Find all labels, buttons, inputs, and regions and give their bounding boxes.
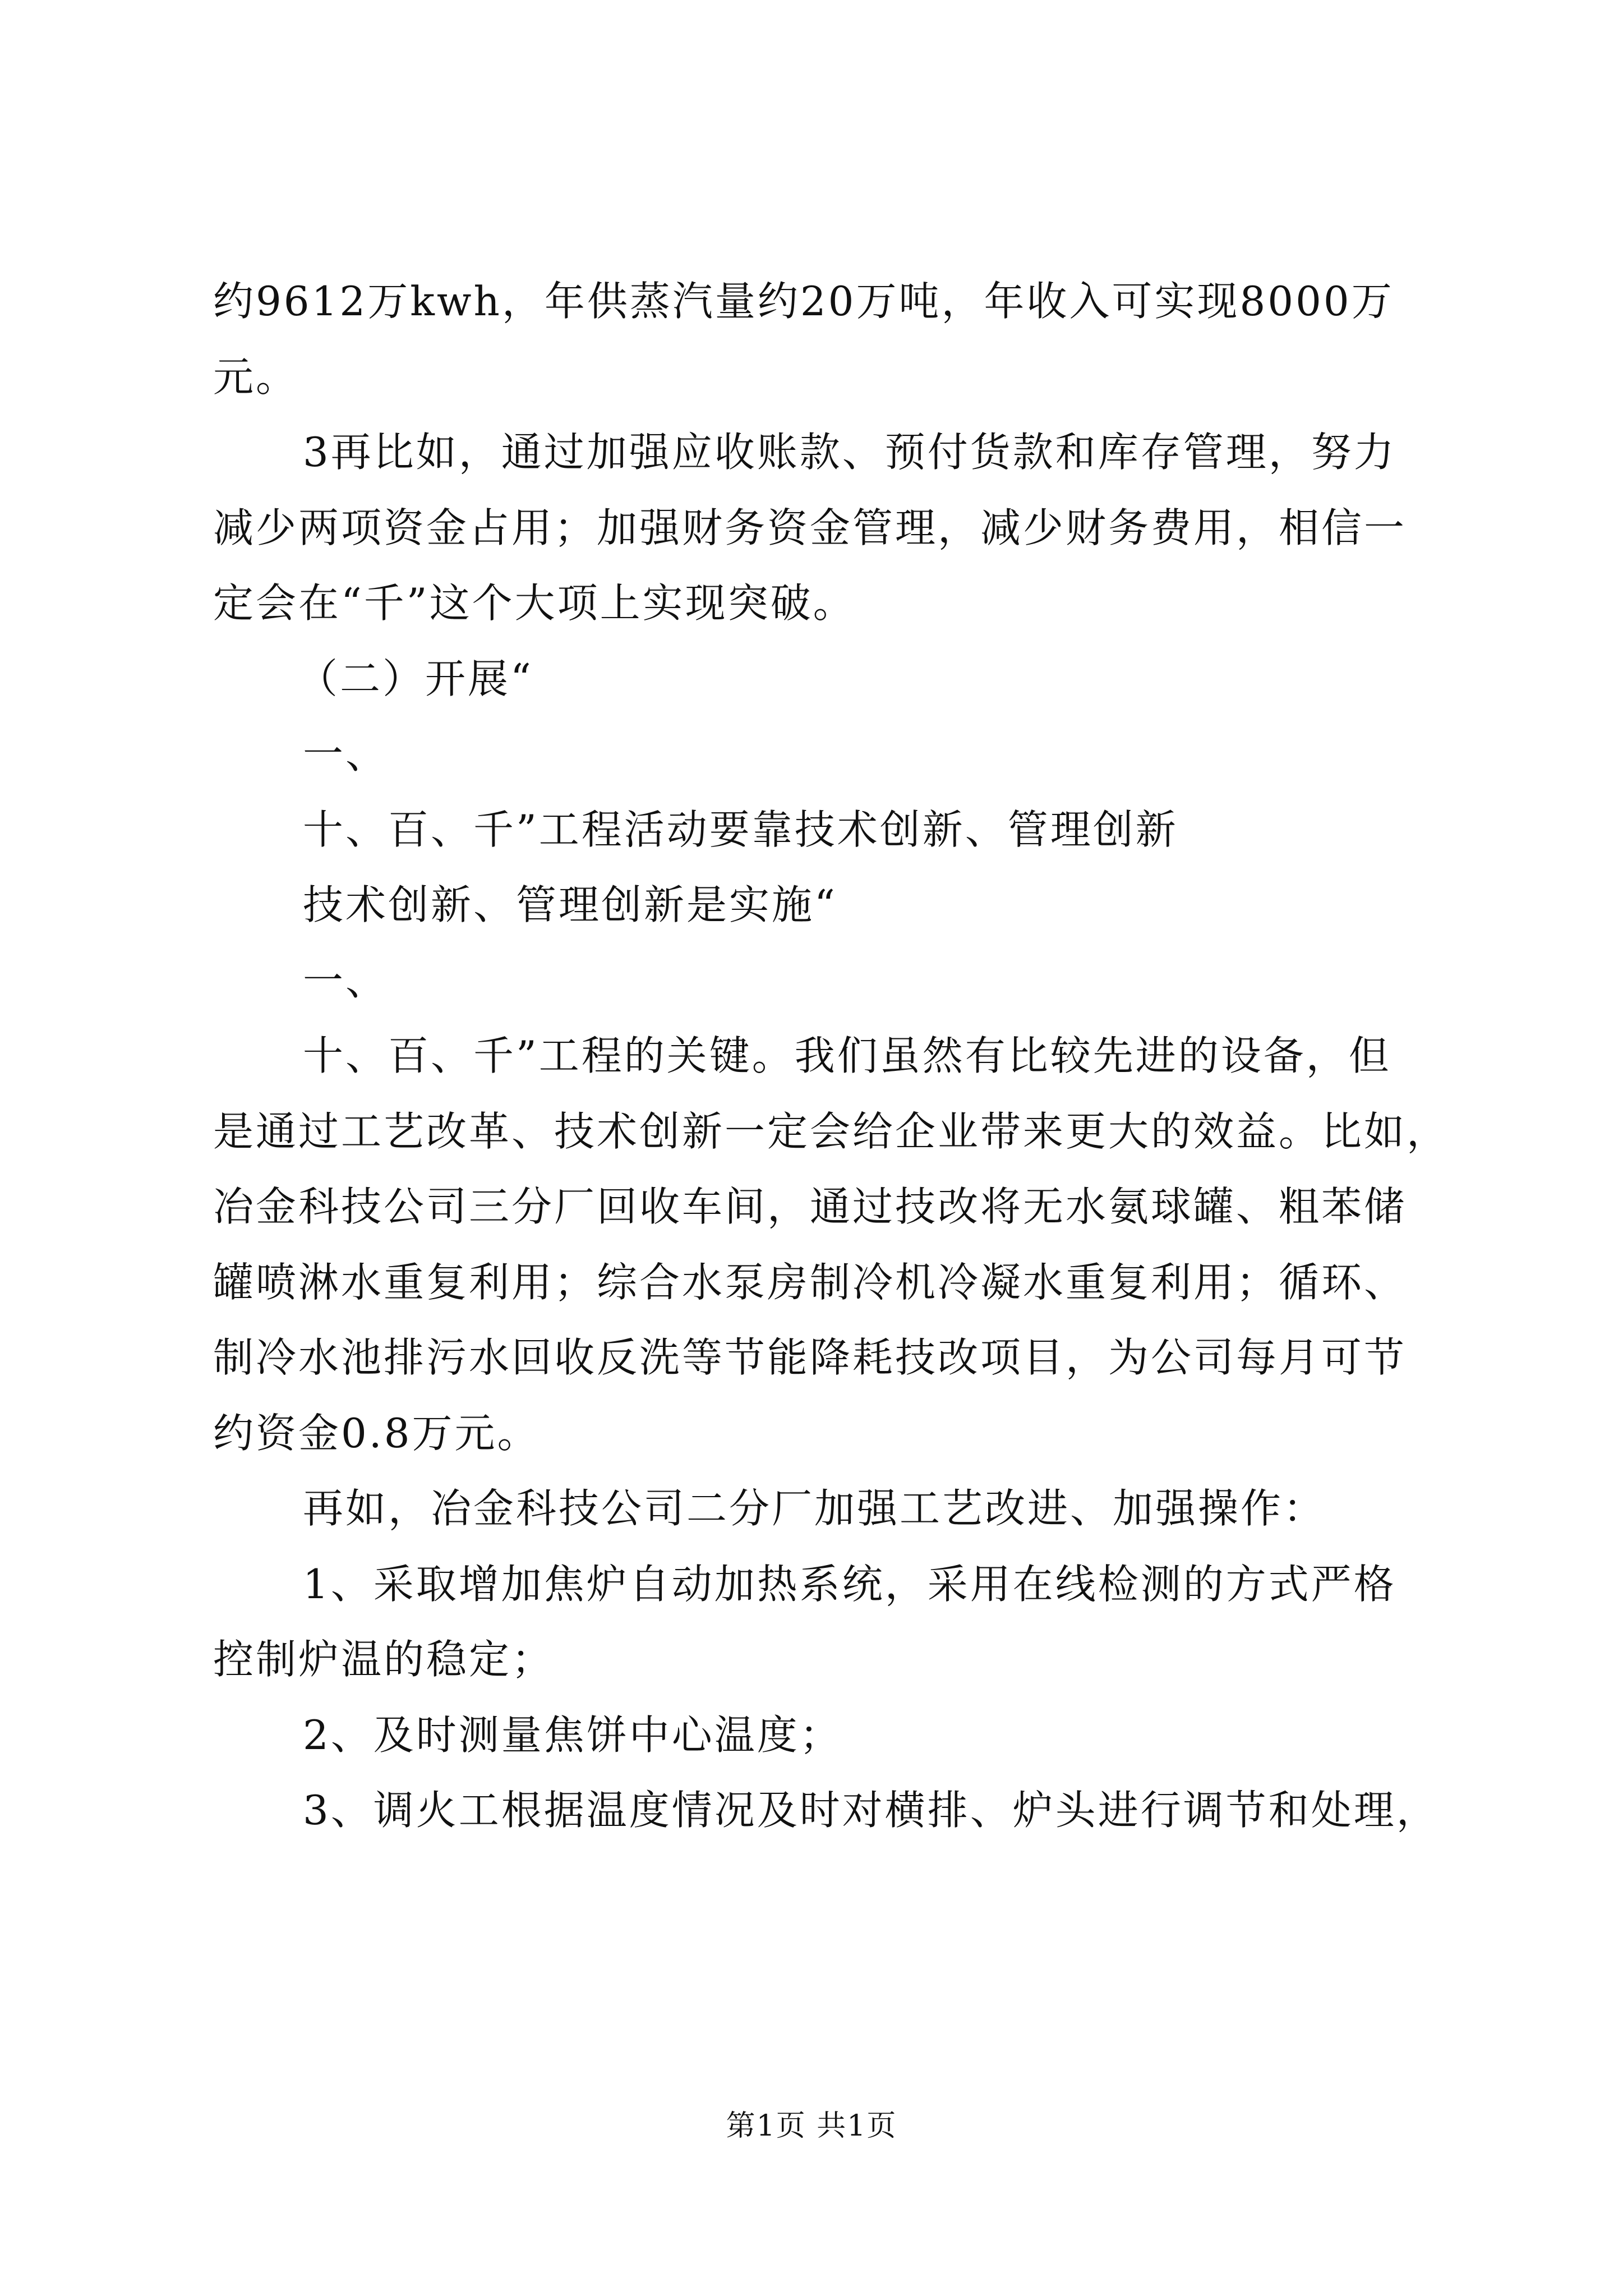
text-line: 技术创新、管理创新是实施“	[303, 881, 837, 928]
text-line: 再如，冶金科技公司二分厂加强工艺改进、加强操作：	[303, 1485, 1326, 1532]
page-footer	[0, 2106, 1623, 2146]
text-line: 一、	[303, 730, 389, 777]
text-line: 约9612万kwh，年供蒸汽量约20万吨，年收入可实现8000万	[213, 278, 1394, 325]
text-line: 十、百、千”工程的关键。我们虽然有比较先进的设备，但	[303, 1032, 1391, 1079]
text-line: 是通过工艺改革、技术创新一定会给企业带来更大的效益。比如，	[213, 1107, 1450, 1155]
text-line: 约资金0.8万元。	[213, 1409, 540, 1457]
text-line: 3再比如，通过加强应收账款、预付货款和库存管理，努力	[303, 429, 1396, 476]
text-line: 减少两项资金占用；加强财务资金管理，减少财务费用，相信一	[213, 504, 1407, 551]
text-line: 控制炉温的稳定；	[213, 1636, 555, 1683]
document-body	[213, 264, 1450, 1848]
text-line: 3、调火工根据温度情况及时对横排、炉头进行调节和处理，	[303, 1787, 1439, 1834]
page-number-label: 第1页 共1页	[726, 2109, 897, 2143]
text-line: 冶金科技公司三分厂回收车间，通过技改将无水氨球罐、粗苯储	[213, 1183, 1407, 1230]
text-line: 十、百、千”工程活动要靠技术创新、管理创新	[303, 806, 1178, 853]
text-line: 元。	[213, 353, 299, 401]
text-line: 2、及时测量焦饼中心温度；	[303, 1711, 842, 1759]
text-line: 定会在“千”这个大项上实现突破。	[213, 579, 856, 627]
text-line: 一、	[303, 956, 389, 1004]
text-line: 1、采取增加焦炉自动加热系统，采用在线检测的方式严格	[303, 1560, 1396, 1608]
text-line: 罐喷淋水重复利用；综合水泵房制冷机冷凝水重复利用；循环、	[213, 1258, 1407, 1306]
text-line: 制冷水池排污水回收反洗等节能降耗技改项目，为公司每月可节	[213, 1334, 1407, 1381]
section-heading: （二）开展“	[297, 655, 533, 702]
